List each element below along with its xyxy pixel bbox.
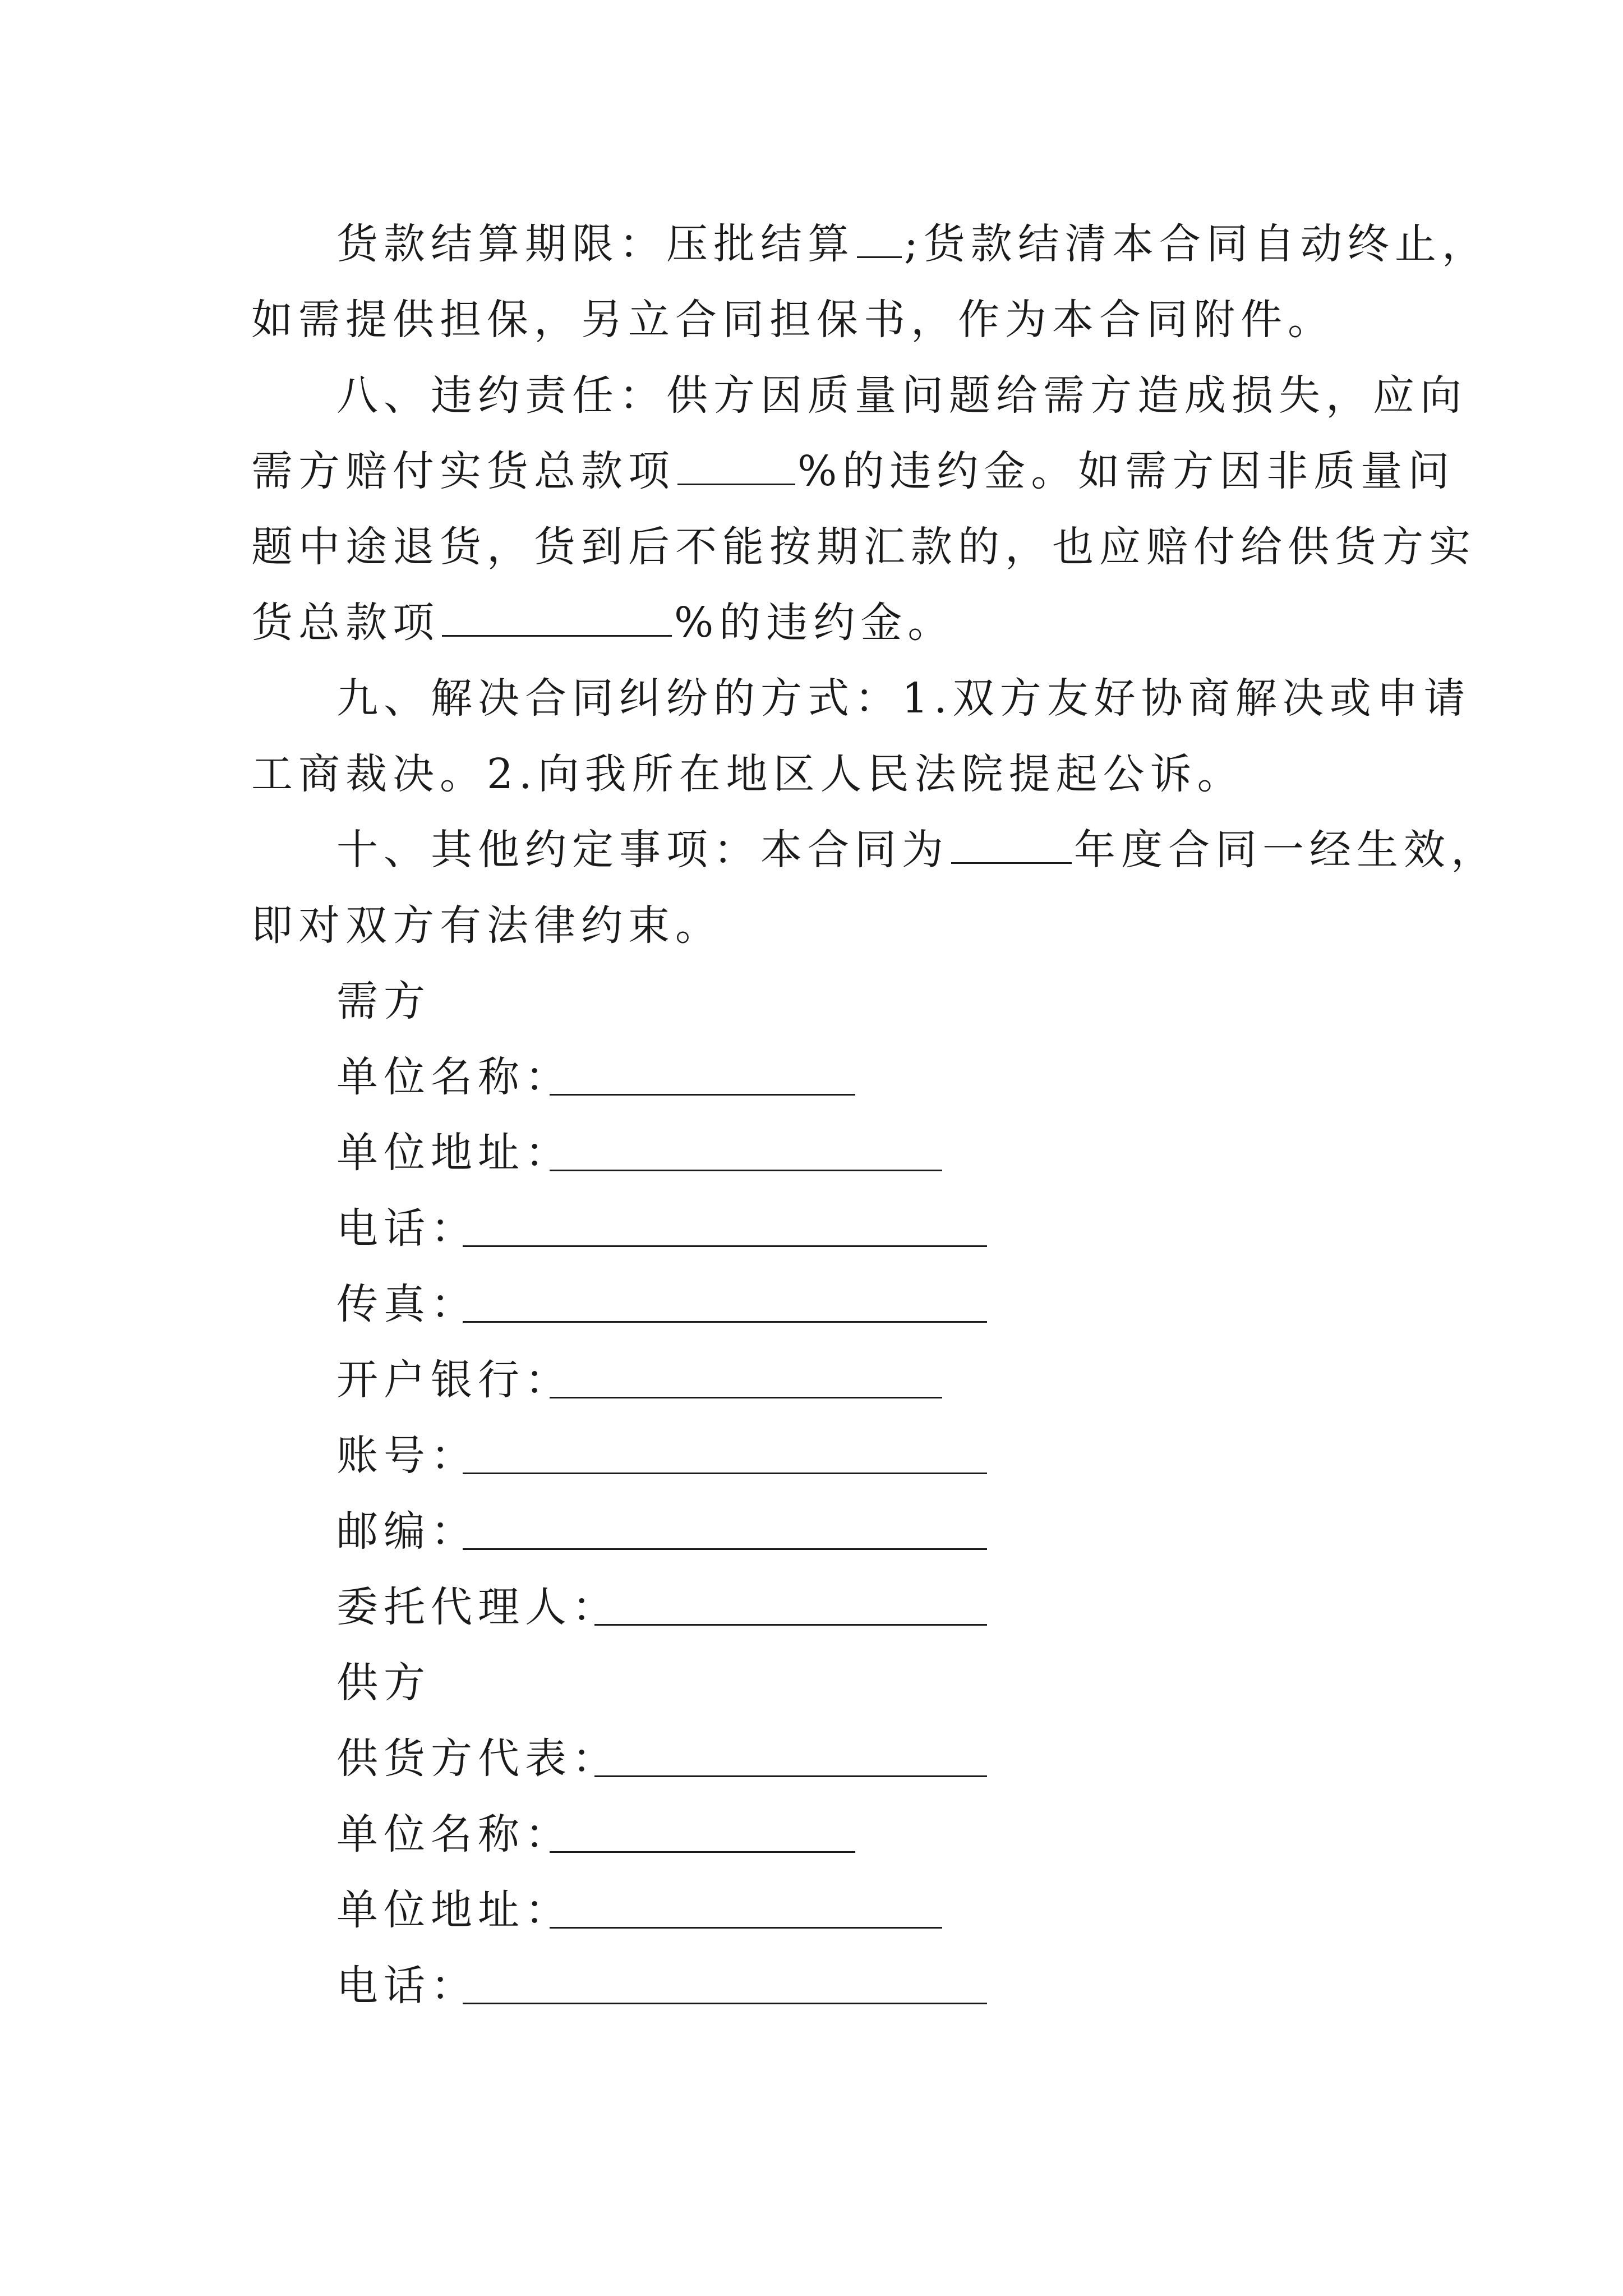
buyer-fax-label: 传真： (336, 1280, 478, 1328)
penalty-rate-blank-1 (677, 444, 795, 485)
liability-text-a: 八、违约责任：供方因质量问题给需方造成损失，应向 (336, 371, 1467, 420)
buyer-unit-address-label: 单位地址： (336, 1129, 572, 1177)
buyer-unit-address-field[interactable] (550, 1170, 942, 1171)
liability-text-e: 货总款项 (251, 599, 440, 647)
dispute-text-a: 九、解决合同纠纷的方式：1.双方友好协商解决或申请 (336, 674, 1471, 723)
liability-line-4 (251, 592, 1391, 654)
penalty-rate-blank-2 (442, 596, 672, 637)
supplier-unit-address-field[interactable] (550, 1927, 942, 1929)
other-terms-text-a: 十、其他约定事项：本合同为 (336, 826, 949, 874)
settlement-blank (857, 217, 902, 258)
buyer-agent-field[interactable] (594, 1624, 987, 1626)
liability-line-3 (251, 516, 1476, 578)
supplier-representative-field[interactable] (594, 1775, 987, 1777)
buyer-phone-label: 电话： (336, 1204, 478, 1253)
dispute-text-b: 工商裁决。2.向我所在地区人民法院提起公诉。 (251, 750, 1244, 798)
settlement-line-1 (336, 213, 1489, 275)
liability-line-2 (251, 440, 1455, 502)
other-terms-text-b: 年度合同一经生效， (1074, 826, 1498, 874)
dispute-line-2 (251, 743, 1391, 805)
supplier-phone-label: 电话： (336, 1962, 478, 2010)
buyer-postcode-field[interactable] (463, 1548, 987, 1550)
supplier-unit-name-field[interactable] (550, 1851, 855, 1853)
buyer-agent-label: 委托代理人： (336, 1583, 619, 1631)
liability-text-f: %的违约金。 (674, 599, 955, 647)
settlement-text-b: ;货款结清本合同自动终止， (904, 220, 1489, 268)
contract-year-blank (951, 823, 1072, 864)
buyer-phone-field[interactable] (463, 1245, 987, 1247)
buyer-unit-name-label: 单位名称： (336, 1053, 572, 1101)
buyer-heading: 需方 (336, 977, 431, 1025)
buyer-account-field[interactable] (463, 1473, 987, 1474)
supplier-unit-address-label: 单位地址： (336, 1886, 572, 1934)
buyer-fax-field[interactable] (463, 1321, 987, 1323)
supplier-unit-name-label: 单位名称： (336, 1810, 572, 1858)
supplier-representative-label: 供货方代表： (336, 1734, 619, 1783)
buyer-bank-field[interactable] (550, 1397, 942, 1398)
buyer-postcode-label: 邮编： (336, 1507, 478, 1556)
buyer-bank-label: 开户银行： (336, 1356, 572, 1404)
other-terms-line-1 (336, 819, 1498, 881)
dispute-line-1 (336, 668, 1476, 729)
liability-text-b: 需方赔付实货总款项 (251, 447, 675, 495)
buyer-unit-name-field[interactable] (550, 1094, 855, 1096)
supplier-phone-field[interactable] (463, 2003, 987, 2004)
liability-text-c: %的违约金。如需方因非质量问 (797, 447, 1455, 495)
liability-text-d: 题中途退货，货到后不能按期汇款的，也应赔付给供货方实 (251, 523, 1476, 571)
other-terms-text-c: 即对双方有法律约束。 (251, 901, 722, 950)
settlement-text-a: 货款结算期限：压批结算 (336, 220, 855, 268)
supplier-heading: 供方 (336, 1659, 431, 1707)
liability-line-1 (336, 365, 1476, 426)
other-terms-line-2 (251, 895, 1391, 956)
settlement-line-2 (251, 289, 1391, 351)
settlement-text-c: 如需提供担保，另立合同担保书，作为本合同附件。 (251, 296, 1335, 344)
buyer-account-label: 账号： (336, 1432, 478, 1480)
